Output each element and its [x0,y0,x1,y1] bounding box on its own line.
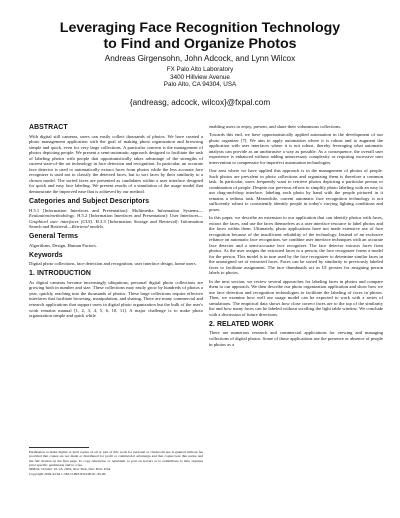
affiliation-line-2: 3400 Hillview Avenue [170,73,230,81]
categories-text [29,208,203,230]
general-terms-heading: General Terms [29,233,79,241]
intro-paragraph-extension: In this paper, we describe an extension to our application that can identify photos with faces, extract the faces, and use the faces themselves as a user interface resource to label photos and the faces within them. Ultimately, photo applications have not made extensive use of face recognition because of the insufficient reliability of the technology. Instead of an exclusive reliance on automatic face recognition, we combine user interface techniques with an accurate face detector and a semi-accurate face recognizer. The face detector extracts faces from photos. As the user assigns the extracted faces to a person, the face recognizer forms a model for the person. This model is in turn used by the face recognizer to determine similar faces in the unassigned set of extracted faces. Faces can be sorted by similarity to previously labeled faces to facilitate assignment. The face thumbnails act as UI proxies for assigning person labels to photos. [209,214,383,276]
paper-title [0,21,400,52]
intro-paragraph-automation: Towards this end, we have opportunistically applied automation in the development of our photo organizer [7]. We aim to apply automation where it is robust and to augment the application with user interfaces where it is not robust, thereby leveraging what automatic analysis can provide as an unobtrusive a way as possible. As a consequence, the overall user experience is enhanced without adding unnecessary complexity or requiring excessive user intervention to compensate for imperfect automation technologies. [209,132,383,165]
right-column [209,124,383,350]
related-work-text: There are numerous research and commercial applications for viewing and managing collections of digital photos. Some of those applications use the presence or absence of people in photos as a [209,330,383,347]
intro-paragraph-outline: In the next section, we review several approaches for labeling faces in photos and compare them to our approach. We then describe our photo organization application and show how we use face detection and recognition technologies to facilitate the labeling of faces in photos. Then, we examine how well our usage model can be expected to work with a series of simulations. The empirical data shows how close correct faces are to the top of the similarity list and how many faces can be labeled without scrolling the light table window. We conclude with a discussion of future directions. [209,278,383,317]
categories-italic-a: Evaluation/methodology [29,213,75,219]
intro-paragraph-people: One area where we have applied this approach is in the management of photos of people. Such photos are prevalent in photo collections and organizing them is therefore a common task. In particular, users frequently want to retrieve photos depicting a particular person or combination of people. Despite our previous efforts to simplify photo labeling with an easy to use drag-and-drop interface, labeling each photo by hand with the people pictured in it remains a tedious task. Meanwhile, current automatic face recognition technology is not sufficiently robust to consistently identify people in today's varying lighting conditions and poses. [209,168,383,212]
title-line-2: to Find and Organize Photos [103,35,297,52]
intro-continued-text: enabling users to enjoy, present, and share their voluminous collections. [209,124,342,129]
title-line-1: Leveraging Face Recognition Technology [59,20,341,36]
keywords-heading: Keywords [29,251,63,259]
keywords-text: Digital photo collections, face detection and recognition, user interface design, home users. [29,261,197,267]
author-email: {andreasg, adcock, wilcox}@fxpal.com [129,98,271,107]
abstract-text: With digital still cameras, users can easily collect thousands of photos. We have created a photo management application with the goal of making photo organization and browsing simple and quick, even for very large collections. A particular concern is the management of photos depicting people. We present a semi-automatic approach designed to facilitate the task of labeling photos with people that opportunistically takes advantage of the strengths of current state-of-the art technology in face detection and recognition. In particular, an accurate face detector is used to automatically extract faces from photos while the less accurate face recognizer is used not to classify the detected faces, but to sort faces by their similarity to a chosen model. The sorted faces are presented as candidates within a user interface designed for quick and easy face labeling. We present results of a simulation of the usage model that demonstrate the improved ease that is achieved by our method. [29,133,203,194]
categories-italic-c: Retrieval models [71,224,103,230]
affiliation-line-1: FX Palo Alto Laboratory [166,66,234,73]
categories-part-a: H.5.1 [Information Interfaces and Presentation]: Multimedia Information Systems— [29,207,203,213]
permission-text: Permission to make digital or hard copies of all or part of this work for personal or classroom use is granted without fee provided that copies are not made or distributed for profit or commercial advantage and that copies bear this notice and the full citation on the first page. To copy otherwise, or republish, to post on servers or to redistribute to lists, requires prior specific permission and/or a fee. [29,450,203,468]
venue-text: MM'04, October 10–16, 2004, New York, New York, USA. [29,467,112,472]
general-terms-text: Algorithms, Design, Human Factors. [29,242,97,248]
categories-italic-b: Graphical user interfaces (GUI) [29,218,93,224]
categories-heading: Categories and Subject Descriptors [29,198,150,206]
footnote-rule [29,447,89,448]
categories-part-b: . H.5.2 [Information Interfaces and Presentation]: User Interfaces— [74,213,203,219]
related-work-heading: 2. RELATED WORK [209,320,274,328]
affiliation [0,66,400,89]
affiliation-line-3: Palo Alto, CA 94304, USA [163,81,237,89]
abstract-heading: ABSTRACT [29,124,68,131]
categories-part-d: . [102,224,105,230]
introduction-heading: 1. INTRODUCTION [29,270,91,278]
introduction-text: As digital cameras become increasingly ubiquitous, personal digital photo collections are growing both in number and size. These collections may easily grow by hundreds of photos a year, quickly reaching into the thousands of photos. These large collections require effective interfaces that facilitate browsing, manipulation, and sharing. There are many commercial and research applications that support users in digital photo organization but the bulk of the user's work remains manual [1, 2, 3, 4, 5, 6, 10, 11]. A major challenge is to make photo organization simple and quick while [29,279,203,319]
left-column [29,124,203,321]
categories-part-c: . H.3.3 [Information Storage and Retrieval]: Information Search and Retrieval— [29,218,203,230]
copyright-text: Copyright 2004 ACM 1-58113-893-8/04/0010...$5.00. [29,471,107,476]
permission-footnote [29,450,203,476]
author-list: Andreas Girgensohn, John Adcock, and Lynn Wilcox [104,54,296,63]
